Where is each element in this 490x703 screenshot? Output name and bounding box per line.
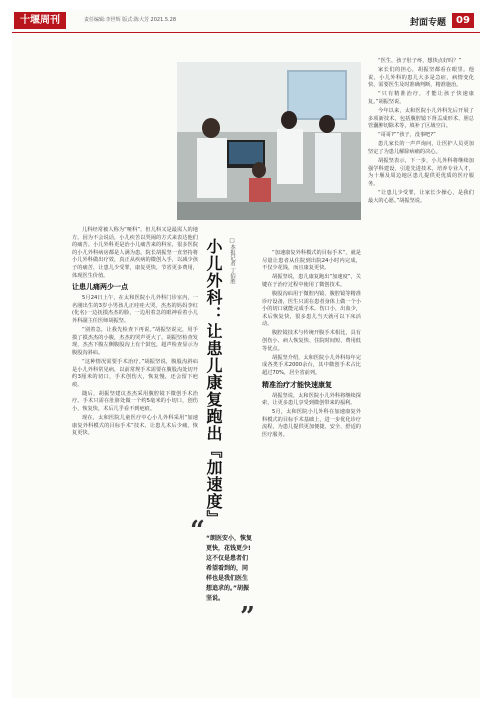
lead-paragraph: 儿科经常被人称为“哑科”，但儿科又是最需人的地方。因为不会说话，小儿疾苦以哭闹的方式来表达他们的痛苦。小儿外科更是治小儿痛苦来的科室，很多医院的小儿外科病房都是人满为患。院长胡振坚一直坚持将小儿外科做出疗效，真正从疾病的微创入手，以减少孩子的痛苦，让患儿少受罪，康复更快，节省更多费用，体现医生价值。 xyxy=(72,227,198,279)
editor-credits: 责任编辑:李世辉 版式:陈大芳 2021.5.28 xyxy=(84,17,176,23)
page-header xyxy=(12,10,480,32)
paragraph: 胡振坚说，太和医院小儿外科将继续探索，让更多患儿享受到微创带来的福利。 xyxy=(262,392,361,407)
paragraph: 腹腔镜技术与传统开腹手术相比，具有创伤小、病人恢复快、住院时间短、费用低等优点。 xyxy=(262,330,361,352)
column-a xyxy=(72,227,198,439)
paragraph: 随后，胡振坚建议杰杰采用腹腔镜下微创手术治疗。手术只需在肚脐处做一个约5毫米的小切口，创伤小，恢复快，术后几乎看不到疤痕。 xyxy=(72,390,198,412)
paragraph: 腹股沟疝用于微腔内镜、腹腔镜等精准诊疗设备，医生只需在患者身体上做一个小小的切口就能完成手术。伤口小，出血少，术后恢复快，很多患儿当天就可以下床活动。 xyxy=(262,290,361,328)
paragraph: “这种情况需要手术治疗。”胡振坚说，腹股沟斜疝是小儿外科常见病，以前常规手术需要在腹股沟处切开约3厘米的切口，手术创伤大，恢复慢，还会留下疤痕。 xyxy=(72,358,198,388)
headline: 小儿外科：让患儿康复跑出『加速度』 xyxy=(204,238,223,527)
page-number: 09 xyxy=(452,13,474,28)
paragraph: “别着急，让我先检查下再说。”胡振坚说完，用手摸了摸杰杰的小腹，杰杰的哭声更大了。胡振坚检查发现，杰杰下腹左侧腹股沟上有个鼓包，超声检查显示为腹股沟斜疝。 xyxy=(72,327,198,356)
paragraph: 家长们的担心，胡振坚都看在眼里。他说，小儿外科的患儿大多是急症，病情变化快，需要医生及时准确判断，精准施治。 xyxy=(368,67,474,89)
pull-quote xyxy=(188,516,258,636)
paragraph: “让患儿少受罪，让家长少操心，是我们最大的心愿。”胡振坚说。 xyxy=(368,190,474,204)
paragraph: “医生，孩子肚子疼，想快点好吗？” xyxy=(378,58,462,64)
pull-quote-text: “朗医安小，恢复更快，花钱更少!这不仅是患者们希望看到的，同样也是我们医生想追求的。”胡振坚说。 xyxy=(206,535,252,602)
paragraph: 5月24日上午，在太和医院小儿外科门诊室内，一名刚出生的3岁小男孩儿正哇哇大哭。杰杰的妈妈李红(化名)一边抚摸杰杰的脸，一边用着急的眼神看着小儿外科副主任医师胡振坚。 xyxy=(72,295,198,324)
quote-open-icon: “ xyxy=(190,516,205,546)
masthead: 十堰周刊 xyxy=(14,12,66,29)
newspaper-page xyxy=(12,10,480,698)
quote-close-icon: ” xyxy=(240,602,255,632)
column-d xyxy=(368,58,474,207)
article-photo xyxy=(177,62,361,220)
paragraph: “只有精准治疗，才能让孩子快速康复。”胡振坚说。 xyxy=(368,91,474,105)
paragraph: 今年以来，太和医院小儿外科先后开展了多项新技术，包括腹腔镜下肾盂成形术、胆总管囊肿切除术等，填补了区域空白。 xyxy=(368,108,474,130)
subhead-1: 让患儿痛两少一点 xyxy=(72,283,128,292)
paragraph: 患儿家长的一声声询问，让医护人员更加坚定了为患儿解除病痛的决心。 xyxy=(368,141,474,156)
paragraph: 胡振坚介绍，太和医院小儿外科每年完成各类手术2000余台，其中微创手术占比超过70%，居全省前列。 xyxy=(262,354,361,376)
paragraph: 胡振坚表示，下一步，小儿外科将继续加强学科建设，引进先进技术，培养专业人才，为十堰及周边地区患儿提供更优质的医疗服务。 xyxy=(368,158,474,187)
subhead-2: 精准治疗才能快速康复 xyxy=(262,380,332,389)
doctors-with-patient-photo xyxy=(177,62,361,220)
section-title: 封面专题 xyxy=(409,18,446,28)
column-c xyxy=(262,250,361,441)
paragraph: “加速康复外科模式的目标手术”，就是尽量让患者从住院到出院24小时内完成，不仅少花钱，而且康复更快。 xyxy=(262,250,361,272)
paragraph: “哥哥?”“孩子，没事吧?” xyxy=(378,132,436,139)
header-rule xyxy=(12,32,480,33)
paragraph: 5月，太和医院小儿外科在加速康复外科模式的目标手术基础上，进一步优化诊疗流程，为患儿提供更加便捷、安全、舒适的医疗服务。 xyxy=(262,409,361,438)
paragraph: 现在，太和医院儿童医疗中心小儿外科采用“加速康复外科模式的目标手术”技术，让患儿术后少痛，恢复更快。 xyxy=(72,415,198,437)
paragraph: 胡振坚说，患儿康复跑出“加速度”，关键在于治疗过程中使用了微创技术。 xyxy=(262,274,361,288)
byline: □本报记者 丁佰胜 xyxy=(229,238,235,285)
